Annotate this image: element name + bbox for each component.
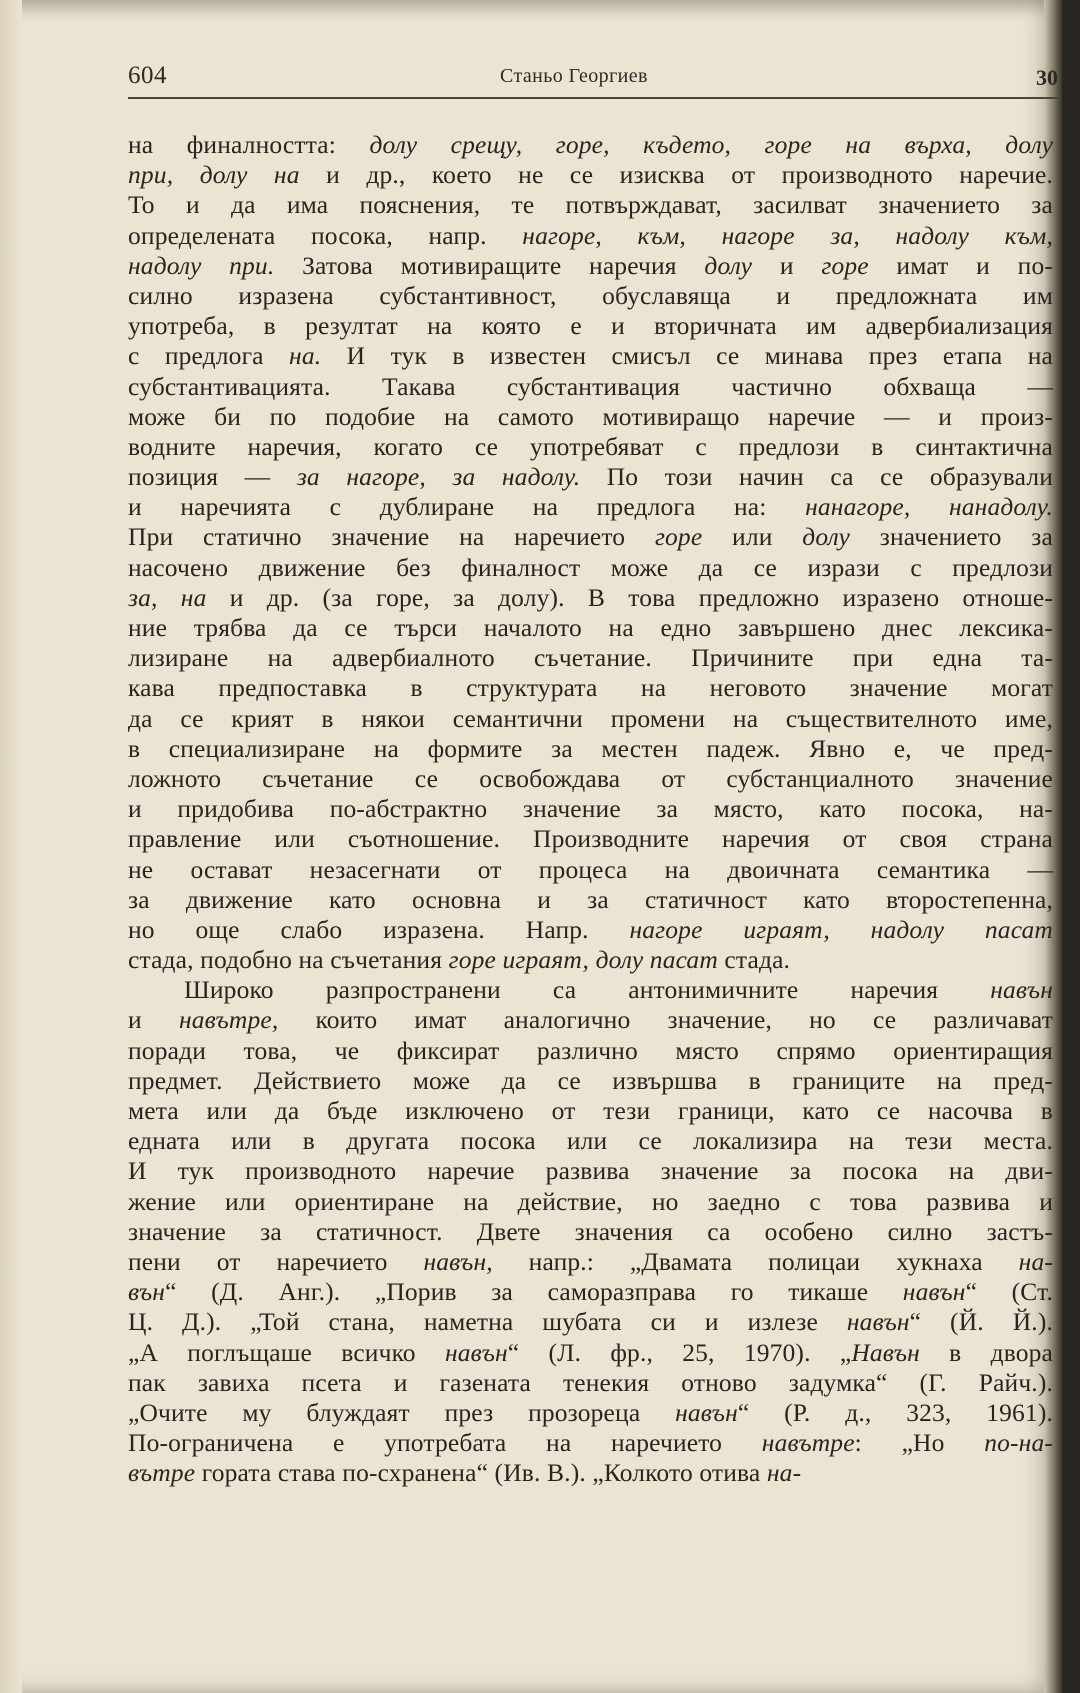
running-head: Станьо Георгиев (500, 65, 648, 87)
text-run: Ц. Д.). „Той стана, наметна шубата си и излезе (128, 1307, 847, 1337)
text-run: По този начин са се образували (580, 462, 1054, 492)
text-line (128, 492, 1053, 522)
text-run: “ (Ст. (965, 1277, 1054, 1307)
text-run: употреба, в резултат на която е и вторичната им адвербиализация (128, 311, 1053, 341)
text-run: силно изразена субстантивност, обуславяща и предложната им (128, 280, 1053, 310)
text-line (128, 613, 1053, 643)
italic-example-text: нагоре, към, нагоре за, надолу към, (522, 220, 1053, 250)
italic-example-text: навътре, (178, 1005, 279, 1035)
italic-example-text: нагоре играят, надолу пасат (629, 914, 1053, 944)
text-line (128, 1428, 1053, 1458)
italic-example-text: долу срещу, горе, където, горе на върха, долу (369, 130, 1053, 159)
text-run: стада. (717, 945, 791, 975)
text-line (128, 1398, 1053, 1428)
text-line (128, 1126, 1053, 1156)
page-number: 604 (128, 62, 167, 89)
text-run: на финалността: (128, 130, 370, 159)
text-line (128, 160, 1053, 190)
text-run: едната или в другата посока или се локализира на тези места. (128, 1126, 1053, 1156)
text-run: кава предпоставка в структурата на неговото значение могат (128, 673, 1053, 703)
italic-example-text: навън (846, 1307, 910, 1337)
text-run: Широко разпространени са антонимичните наречия (184, 975, 991, 1005)
text-run: значение за статичност. Двете значения са особено силно застъ- (128, 1216, 1053, 1246)
text-run: И тук в известен смисъл се минава през етапа на (321, 341, 1053, 371)
text-line (128, 1338, 1053, 1368)
text-line (128, 1368, 1053, 1398)
text-line (128, 311, 1053, 341)
italic-example-text: на- (766, 1458, 802, 1488)
text-run: и др. (за горе, за долу). В това предложно изразено отноше- (206, 582, 1053, 612)
text-line (128, 190, 1053, 220)
text-run: „Очите му блуждаят през прозореца (128, 1397, 676, 1427)
text-run: и др., което не се изисква от производното наречие. (299, 160, 1053, 190)
text-line (128, 855, 1053, 885)
italic-example-text: Навън (851, 1337, 920, 1367)
text-run: имат и по- (868, 250, 1053, 280)
text-run: може би по подобие на самото мотивиращо наречие — и произ- (128, 401, 1053, 431)
text-run: “ (Й. Й.). (909, 1307, 1053, 1337)
italic-example-text: надолу при. (128, 250, 275, 280)
text-run: стада, подобно на съчетания (128, 945, 449, 975)
text-line (128, 734, 1053, 764)
text-line (128, 1066, 1053, 1096)
italic-example-text: на- (1018, 1246, 1053, 1276)
text-run: или (702, 522, 803, 552)
text-run: насочено движение без финалност може да се изрази с предлози (128, 552, 1053, 582)
page-header (128, 58, 1063, 98)
text-line (128, 1187, 1053, 1217)
text-run: за движение като основна и за статичност като второстепенна, (128, 884, 1053, 914)
text-run: в специализиране на формите за местен падеж. Явно е, че пред- (128, 733, 1053, 763)
text-run: позиция — (128, 462, 297, 492)
text-run: поради това, че фиксират различно място спрямо ориентиращия (128, 1035, 1053, 1065)
italic-example-text: горе играят, долу пасат (448, 945, 718, 975)
text-run: “ (Л. фр., 25, 1970). „ (507, 1337, 852, 1367)
text-run: предмет. Действието може да се извършва в границите на пред- (128, 1065, 1053, 1095)
italic-example-text: навън (675, 1397, 738, 1427)
text-line (128, 522, 1053, 552)
text-line (128, 673, 1053, 703)
text-run: с предлога (128, 341, 290, 371)
italic-example-text: по-на- (984, 1428, 1053, 1458)
text-run: мета или да бъде изключено от тези граници, като се насочва в (128, 1096, 1053, 1125)
text-run: значението за (849, 522, 1053, 552)
text-line (128, 975, 1053, 1005)
italic-example-text: навън (444, 1337, 508, 1367)
text-line (128, 1005, 1053, 1035)
italic-example-text: за, на (128, 582, 207, 612)
text-run: които имат аналогично значение, но се различават (278, 1005, 1053, 1035)
text-run: пак завиха псета и газената тенекия отново задумка“ (Г. Райч.). (128, 1367, 1053, 1397)
italic-example-text: навън, (423, 1246, 493, 1276)
text-run: и наречията с дублиране на предлога на: (128, 492, 806, 522)
text-line (128, 221, 1053, 251)
header-rule (128, 97, 1060, 99)
text-line (128, 432, 1053, 462)
text-run: не остават незасегнати от процеса на двоичната семантика — (128, 854, 1053, 884)
text-run: водните наречия, когато се употребяват с предлози в синтактична (128, 431, 1053, 461)
text-line (128, 945, 1053, 975)
text-line (128, 1156, 1053, 1186)
italic-example-text: вън (128, 1277, 166, 1307)
text-line (128, 1036, 1053, 1066)
text-run: По-ограничена е употребата на наречието (128, 1428, 762, 1458)
text-run: “ (Д. Анг.). „Порив за саморазправа го тикаше (165, 1277, 903, 1307)
body-text (128, 130, 1053, 1488)
text-run: напр.: „Двамата полицаи хукнаха (492, 1246, 1019, 1276)
italic-example-text: нанагоре, нанадолу. (805, 492, 1053, 522)
text-run: То и да има пояснения, те потвърждават, засилват значението за (128, 190, 1053, 220)
text-line (128, 583, 1053, 613)
text-line (128, 251, 1053, 281)
text-line (128, 824, 1053, 854)
italic-example-text: навън (990, 975, 1053, 1005)
page-gutter (0, 0, 22, 1693)
text-run: ложното съчетание се освобождава от субстанциалното значение (128, 763, 1053, 793)
text-line (128, 704, 1053, 734)
text-run: гората става по-схранена“ (Ив. В.). „Колкото отива (195, 1458, 767, 1488)
italic-example-text: долу (802, 522, 850, 552)
adjacent-page-number: 30 (1036, 65, 1058, 90)
text-run: „А поглъщаше всичко (128, 1337, 445, 1367)
text-run: правление или съотношение. Производните наречия от своя страна (128, 824, 1053, 854)
text-run: определената посока, напр. (128, 220, 523, 250)
text-run: “ (Р. д., 323, 1961). (737, 1397, 1053, 1427)
text-run: Затова мотивиращите наречия (274, 250, 705, 280)
text-run: но още слабо изразена. Напр. (128, 914, 630, 944)
italic-example-text: вътре (128, 1458, 196, 1488)
text-line (128, 1247, 1053, 1277)
text-line (128, 643, 1053, 673)
text-line (128, 764, 1053, 794)
text-run: : „Но (854, 1428, 985, 1458)
text-line (128, 1217, 1053, 1247)
text-line (128, 1277, 1053, 1307)
text-run: и (128, 1005, 179, 1035)
text-run: и придобива по-абстрактно значение за място, като посока, на- (128, 794, 1053, 824)
text-run: и (752, 250, 822, 280)
text-run: И тук производното наречие развива значение за посока на дви- (128, 1156, 1053, 1186)
text-line (128, 402, 1053, 432)
text-line (128, 462, 1053, 492)
text-line (128, 341, 1053, 371)
text-line (128, 915, 1053, 945)
text-line (128, 794, 1053, 824)
italic-example-text: горе (821, 250, 869, 280)
italic-example-text: при, долу на (128, 160, 300, 190)
text-line (128, 885, 1053, 915)
text-line (128, 1458, 1053, 1488)
text-line (128, 553, 1053, 583)
italic-example-text: за нагоре, за надолу. (296, 462, 581, 492)
italic-example-text: на. (289, 341, 322, 371)
text-run: субстантивацията. Такава субстантивация частично обхваща — (128, 371, 1053, 401)
text-line (128, 1096, 1053, 1126)
italic-example-text: навън (902, 1277, 966, 1307)
text-run: да се крият в някои семантични промени на съществителното име, (128, 703, 1053, 733)
text-line (128, 281, 1053, 311)
text-run: пени от наречието (128, 1246, 424, 1276)
text-run: жение или ориентиране на действие, но заедно с това развива и (128, 1186, 1053, 1216)
italic-example-text: горе (654, 522, 703, 552)
text-run: в двора (919, 1337, 1054, 1367)
italic-example-text: долу (704, 250, 753, 280)
text-line (128, 130, 1053, 160)
text-run: При статично значение на наречието (128, 522, 655, 552)
italic-example-text: навътре (761, 1428, 855, 1458)
text-run: лизиране на адвербиалното съчетание. Причините при една та- (128, 643, 1053, 673)
text-line (128, 1307, 1053, 1337)
text-line (128, 372, 1053, 402)
text-run: ние трябва да се търси началото на едно завършено днес лексика- (128, 613, 1053, 642)
